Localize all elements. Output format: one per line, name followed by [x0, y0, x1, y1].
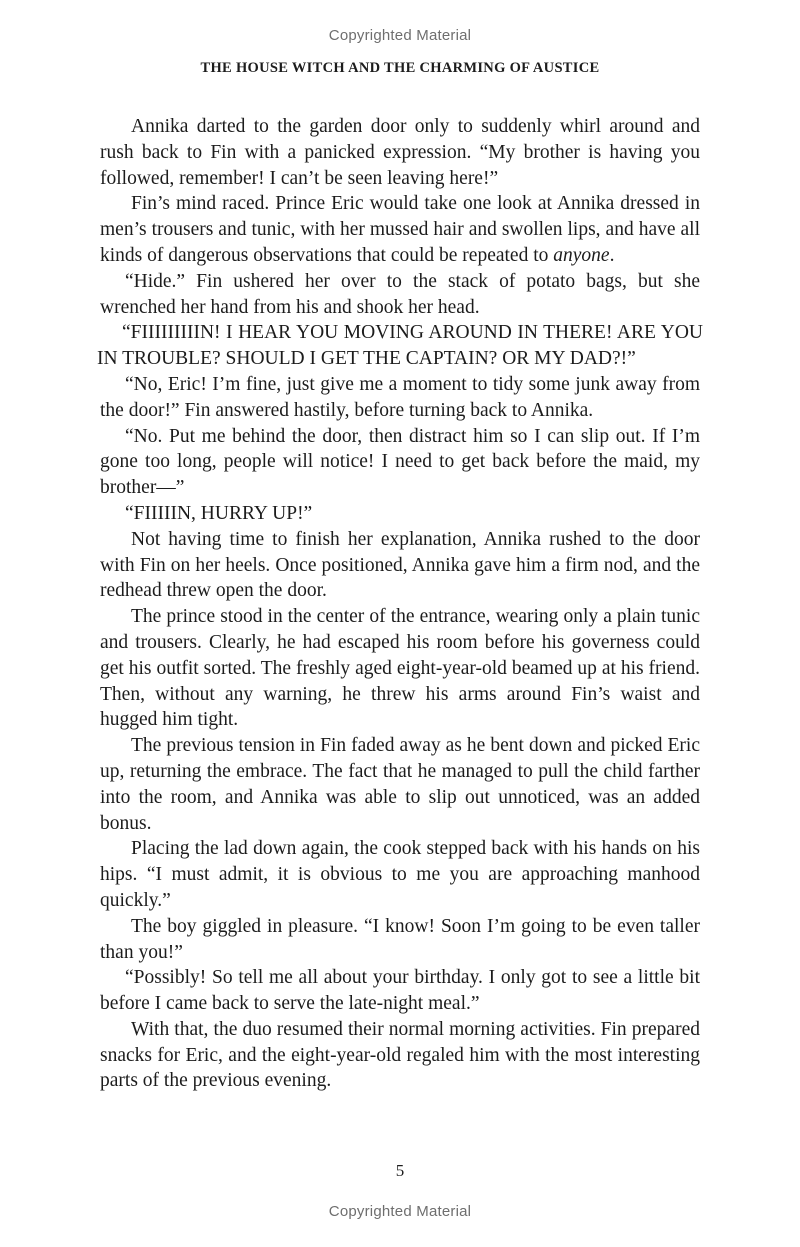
page-number: 5: [395, 1161, 405, 1180]
emphasis: anyone: [553, 244, 610, 266]
paragraph: “FIIIIIIIIIN! I HEAR YOU MOVING AROUND IN THERE! ARE YOU IN TROUBLE? SHOULD I GET THE CAPTAIN? OR MY DAD?!”: [97, 322, 703, 370]
paragraph: With that, the duo resumed their normal morning activities. Fin prepared snacks for Eric, and the eight-year-old regaled him with the most interesting parts of the previous evening.: [100, 1018, 700, 1092]
paragraph: The boy giggled in pleasure. “I know! Soon I’m going to be even taller than you!”: [100, 915, 700, 963]
running-head: THE HOUSE WITCH AND THE CHARMING OF AUSTICE: [200, 60, 600, 76]
copyright-watermark-top: Copyrighted Material: [328, 27, 472, 44]
paragraph: Placing the lad down again, the cook stepped back with his hands on his hips. “I must admit, it is obvious to me you are approaching manhood quickly.”: [100, 838, 700, 911]
paragraph: “No. Put me behind the door, then distract him so I can slip out. If I’m gone too long, people will notice! I need to get back before the maid, my brother—”: [100, 425, 700, 499]
paragraph: Annika darted to the garden door only to suddenly whirl around and rush back to Fin with a panicked expression. “My brother is having you followed, remember! I can’t be seen leaving here!”: [100, 116, 700, 189]
paragraph: “FIIIIIN, HURRY UP!”: [125, 502, 313, 524]
paragraph: “Possibly! So tell me all about your birthday. I only got to see a little bit before I came back to serve the late-night meal.”: [100, 967, 700, 1015]
paragraph: The previous tension in Fin faded away as he bent down and picked Eric up, returning the embrace. The fact that he managed to pull the child farther into the room, and Annika was able to slip out unnoticed, was an added bonus.: [100, 735, 700, 834]
paragraph: Not having time to finish her explanation, Annika rushed to the door with Fin on her heels. Once positioned, Annika gave him a firm nod, and the redhead threw open the door.: [100, 528, 700, 602]
copyright-watermark-bottom: Copyrighted Material: [328, 1203, 472, 1220]
paragraph: Fin’s mind raced. Prince Eric would take one look at Annika dressed in men’s trousers and tunic, with her mussed hair and swollen lips, and have all kinds of dangerous observations that could be repeated to anyone.: [100, 193, 700, 266]
paragraph: The prince stood in the center of the entrance, wearing only a plain tunic and trousers. Clearly, he had escaped his room before his governess could get his outfit sorted. The freshly aged eight-year-old beamed up at his friend. Then, without any warning, he threw his arms around Fin’s waist and hugged him tight.: [100, 606, 700, 731]
paragraph: “No, Eric! I’m fine, just give me a moment to tidy some junk away from the door!” Fin answered hastily, before turning back to Annika.: [100, 373, 700, 421]
body-text: [97, 114, 703, 1094]
paragraph: “Hide.” Fin ushered her over to the stack of potato bags, but she wrenched her hand from his and shook her head.: [100, 270, 700, 318]
